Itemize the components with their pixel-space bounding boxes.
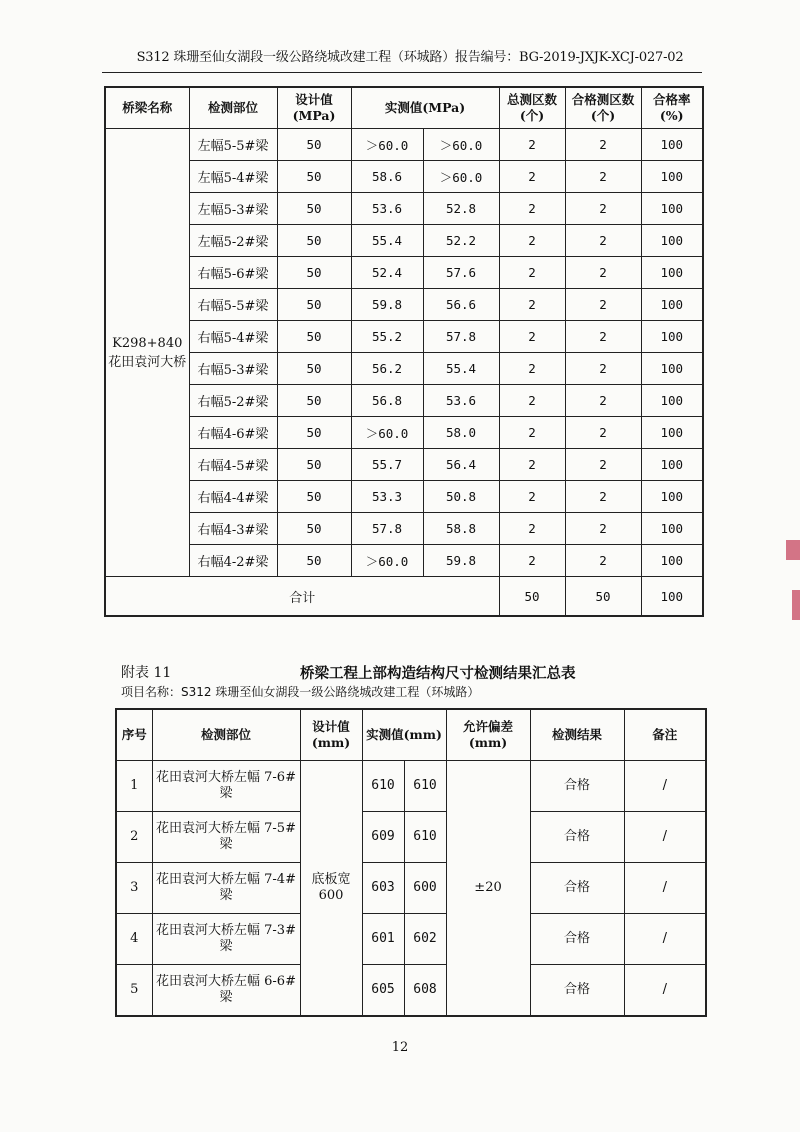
pass-rate-cell: 100 [641,225,703,257]
measured-value-1-cell: 57.8 [351,513,423,545]
test-part-cell: 花田袁河大桥左幅 7-3#梁 [152,914,300,965]
pass-rate-cell: 100 [641,321,703,353]
table-row [105,513,703,545]
measured-value-2-cell: 58.0 [423,417,499,449]
total-label-cell: 合计 [105,577,499,617]
header-pass-zones: 合格测区数(个) [565,87,641,129]
total-zones-cell: 2 [499,545,565,577]
measured-value-2-cell: 52.8 [423,193,499,225]
header-remark: 备注 [624,709,706,761]
edge-stain-mark [792,590,800,620]
project-name: 项目名称：S312 珠珊至仙女湖段一级公路绕城改建工程（环城路） [121,685,480,699]
table-row [105,257,703,289]
measured-value-1-cell: 55.7 [351,449,423,481]
measured-value-1-cell: ＞60.0 [351,417,423,449]
total-zones-cell: 2 [499,385,565,417]
header-part: 检测部位 [152,709,300,761]
total-zones-cell: 2 [499,513,565,545]
measured-value-1-cell: 603 [362,863,404,914]
remark-cell: / [624,863,706,914]
table-row [105,353,703,385]
test-part-cell: 花田袁河大桥左幅 7-5#梁 [152,812,300,863]
seq-cell: 1 [116,761,152,812]
measured-value-1-cell: ＞60.0 [351,129,423,161]
appendix-number: 附表 11 [121,665,172,681]
result-cell: 合格 [530,914,624,965]
tolerance-cell: ±20 [446,761,530,1017]
table-row [105,321,703,353]
report-header: S312 珠珊至仙女湖段一级公路绕城改建工程（环城路）报告编号：BG-2019-JXJK-XCJ-027-02 [136,50,684,65]
measured-value-2-cell: 56.6 [423,289,499,321]
test-part-cell: 花田袁河大桥左幅 7-4#梁 [152,863,300,914]
test-part-cell: 左幅5-5#梁 [189,129,277,161]
design-value-cell: 50 [277,289,351,321]
test-part-cell: 右幅5-3#梁 [189,353,277,385]
header-result: 检测结果 [530,709,624,761]
measured-value-2-cell: 50.8 [423,481,499,513]
table-row [105,129,703,161]
table-row [105,289,703,321]
total-zones-cell: 2 [499,321,565,353]
header-design-value: 设计值(MPa) [277,87,351,129]
measured-value-2-cell: 57.8 [423,321,499,353]
result-cell: 合格 [530,863,624,914]
total-zones-cell: 2 [499,161,565,193]
pass-rate-cell: 100 [641,161,703,193]
total-zones-cell: 2 [499,353,565,385]
pass-zones-cell: 2 [565,321,641,353]
total-zones-cell: 2 [499,481,565,513]
design-value-cell: 50 [277,449,351,481]
table-row [105,481,703,513]
total-zones-cell: 2 [499,257,565,289]
table-row [116,812,706,863]
measured-value-1-cell: 609 [362,812,404,863]
pass-rate-cell: 100 [641,193,703,225]
appendix-title: 桥梁工程上部构造结构尺寸检测结果汇总表 [300,665,576,682]
concrete-strength-table [104,86,704,617]
result-cell: 合格 [530,812,624,863]
measured-value-2-cell: 58.8 [423,513,499,545]
pass-zones-cell: 2 [565,545,641,577]
measured-value-2-cell: ＞60.0 [423,161,499,193]
design-value-cell: 50 [277,257,351,289]
pass-zones-cell: 2 [565,513,641,545]
total-zones-cell: 2 [499,225,565,257]
seq-cell: 2 [116,812,152,863]
design-value-cell: 50 [277,321,351,353]
measured-value-2-cell: 59.8 [423,545,499,577]
design-value-cell: 50 [277,129,351,161]
test-part-cell: 右幅4-2#梁 [189,545,277,577]
test-part-cell: 右幅5-4#梁 [189,321,277,353]
test-part-cell: 右幅5-5#梁 [189,289,277,321]
table-row [105,193,703,225]
measured-value-1-cell: 52.4 [351,257,423,289]
result-cell: 合格 [530,761,624,812]
pass-zones-cell: 2 [565,257,641,289]
pass-zones-cell: 2 [565,161,641,193]
page-number: 12 [391,1040,409,1055]
test-part-cell: 右幅4-3#梁 [189,513,277,545]
table-row [116,761,706,812]
measured-value-1-cell: 59.8 [351,289,423,321]
measured-value-1-cell: 53.3 [351,481,423,513]
pass-rate-cell: 100 [641,385,703,417]
total-pass-rate-cell: 100 [641,577,703,617]
edge-stain-mark [786,540,800,560]
test-part-cell: 左幅5-4#梁 [189,161,277,193]
pass-rate-cell: 100 [641,289,703,321]
pass-zones-cell: 2 [565,289,641,321]
design-value-cell: 50 [277,225,351,257]
pass-zones-cell: 2 [565,417,641,449]
result-cell: 合格 [530,965,624,1017]
table-row [116,863,706,914]
structure-dimension-table [115,708,707,1017]
measured-value-2-cell: 600 [404,863,446,914]
measured-value-1-cell: 56.2 [351,353,423,385]
header-divider [102,72,702,73]
measured-value-2-cell: 55.4 [423,353,499,385]
pass-rate-cell: 100 [641,513,703,545]
test-part-cell: 花田袁河大桥左幅 6-6#梁 [152,965,300,1017]
header-test-part: 检测部位 [189,87,277,129]
measured-value-2-cell: ＞60.0 [423,129,499,161]
pass-zones-cell: 2 [565,193,641,225]
measured-value-1-cell: 55.2 [351,321,423,353]
design-value-cell: 50 [277,353,351,385]
measured-value-2-cell: 57.6 [423,257,499,289]
total-zones-cell: 2 [499,193,565,225]
pass-zones-cell: 2 [565,129,641,161]
measured-value-2-cell: 610 [404,812,446,863]
measured-value-1-cell: 56.8 [351,385,423,417]
remark-cell: / [624,965,706,1017]
table-row [105,545,703,577]
pass-zones-cell: 2 [565,225,641,257]
total-row [105,577,703,617]
header-bridge-name: 桥梁名称 [105,87,189,129]
measured-value-1-cell: ＞60.0 [351,545,423,577]
table-row [116,914,706,965]
test-part-cell: 右幅4-6#梁 [189,417,277,449]
table-row [105,417,703,449]
measured-value-2-cell: 602 [404,914,446,965]
test-part-cell: 右幅5-2#梁 [189,385,277,417]
test-part-cell: 花田袁河大桥左幅 7-6#梁 [152,761,300,812]
table2-header-row [116,709,706,761]
pass-rate-cell: 100 [641,481,703,513]
test-part-cell: 左幅5-3#梁 [189,193,277,225]
header-seq: 序号 [116,709,152,761]
measured-value-2-cell: 53.6 [423,385,499,417]
header-measured-value: 实测值(MPa) [351,87,499,129]
pass-zones-sum-cell: 50 [565,577,641,617]
total-zones-cell: 2 [499,449,565,481]
header-total-zones: 总测区数(个) [499,87,565,129]
seq-cell: 5 [116,965,152,1017]
pass-rate-cell: 100 [641,417,703,449]
design-value-cell: 底板宽 600 [300,761,362,1017]
measured-value-2-cell: 608 [404,965,446,1017]
measured-value-1-cell: 58.6 [351,161,423,193]
pass-zones-cell: 2 [565,385,641,417]
design-value-cell: 50 [277,481,351,513]
design-value-cell: 50 [277,545,351,577]
test-part-cell: 左幅5-2#梁 [189,225,277,257]
header-pass-rate: 合格率(%) [641,87,703,129]
pass-rate-cell: 100 [641,449,703,481]
measured-value-1-cell: 605 [362,965,404,1017]
pass-rate-cell: 100 [641,545,703,577]
table-row [105,449,703,481]
measured-value-1-cell: 610 [362,761,404,812]
remark-cell: / [624,761,706,812]
test-part-cell: 右幅5-6#梁 [189,257,277,289]
design-value-cell: 50 [277,193,351,225]
table-row [116,965,706,1017]
pass-zones-cell: 2 [565,481,641,513]
table1-header-row [105,87,703,129]
remark-cell: / [624,914,706,965]
pass-rate-cell: 100 [641,353,703,385]
total-zones-cell: 2 [499,129,565,161]
total-zones-cell: 2 [499,417,565,449]
pass-rate-cell: 100 [641,129,703,161]
test-part-cell: 右幅4-5#梁 [189,449,277,481]
seq-cell: 4 [116,914,152,965]
table-row [105,161,703,193]
design-value-cell: 50 [277,385,351,417]
table-row [105,225,703,257]
pass-zones-cell: 2 [565,449,641,481]
header-tolerance: 允许偏差(mm) [446,709,530,761]
measured-value-1-cell: 53.6 [351,193,423,225]
test-part-cell: 右幅4-4#梁 [189,481,277,513]
measured-value-2-cell: 52.2 [423,225,499,257]
measured-value-1-cell: 601 [362,914,404,965]
design-value-cell: 50 [277,161,351,193]
measured-value-1-cell: 55.4 [351,225,423,257]
header-design: 设计值(mm) [300,709,362,761]
design-value-cell: 50 [277,417,351,449]
total-zones-cell: 2 [499,289,565,321]
seq-cell: 3 [116,863,152,914]
measured-value-2-cell: 610 [404,761,446,812]
measured-value-2-cell: 56.4 [423,449,499,481]
table-row [105,385,703,417]
pass-zones-cell: 2 [565,353,641,385]
design-value-cell: 50 [277,513,351,545]
remark-cell: / [624,812,706,863]
total-zones-sum-cell: 50 [499,577,565,617]
pass-rate-cell: 100 [641,257,703,289]
bridge-name-cell: K298+840 花田袁河大桥 [105,129,189,577]
header-measured: 实测值(mm) [362,709,446,761]
